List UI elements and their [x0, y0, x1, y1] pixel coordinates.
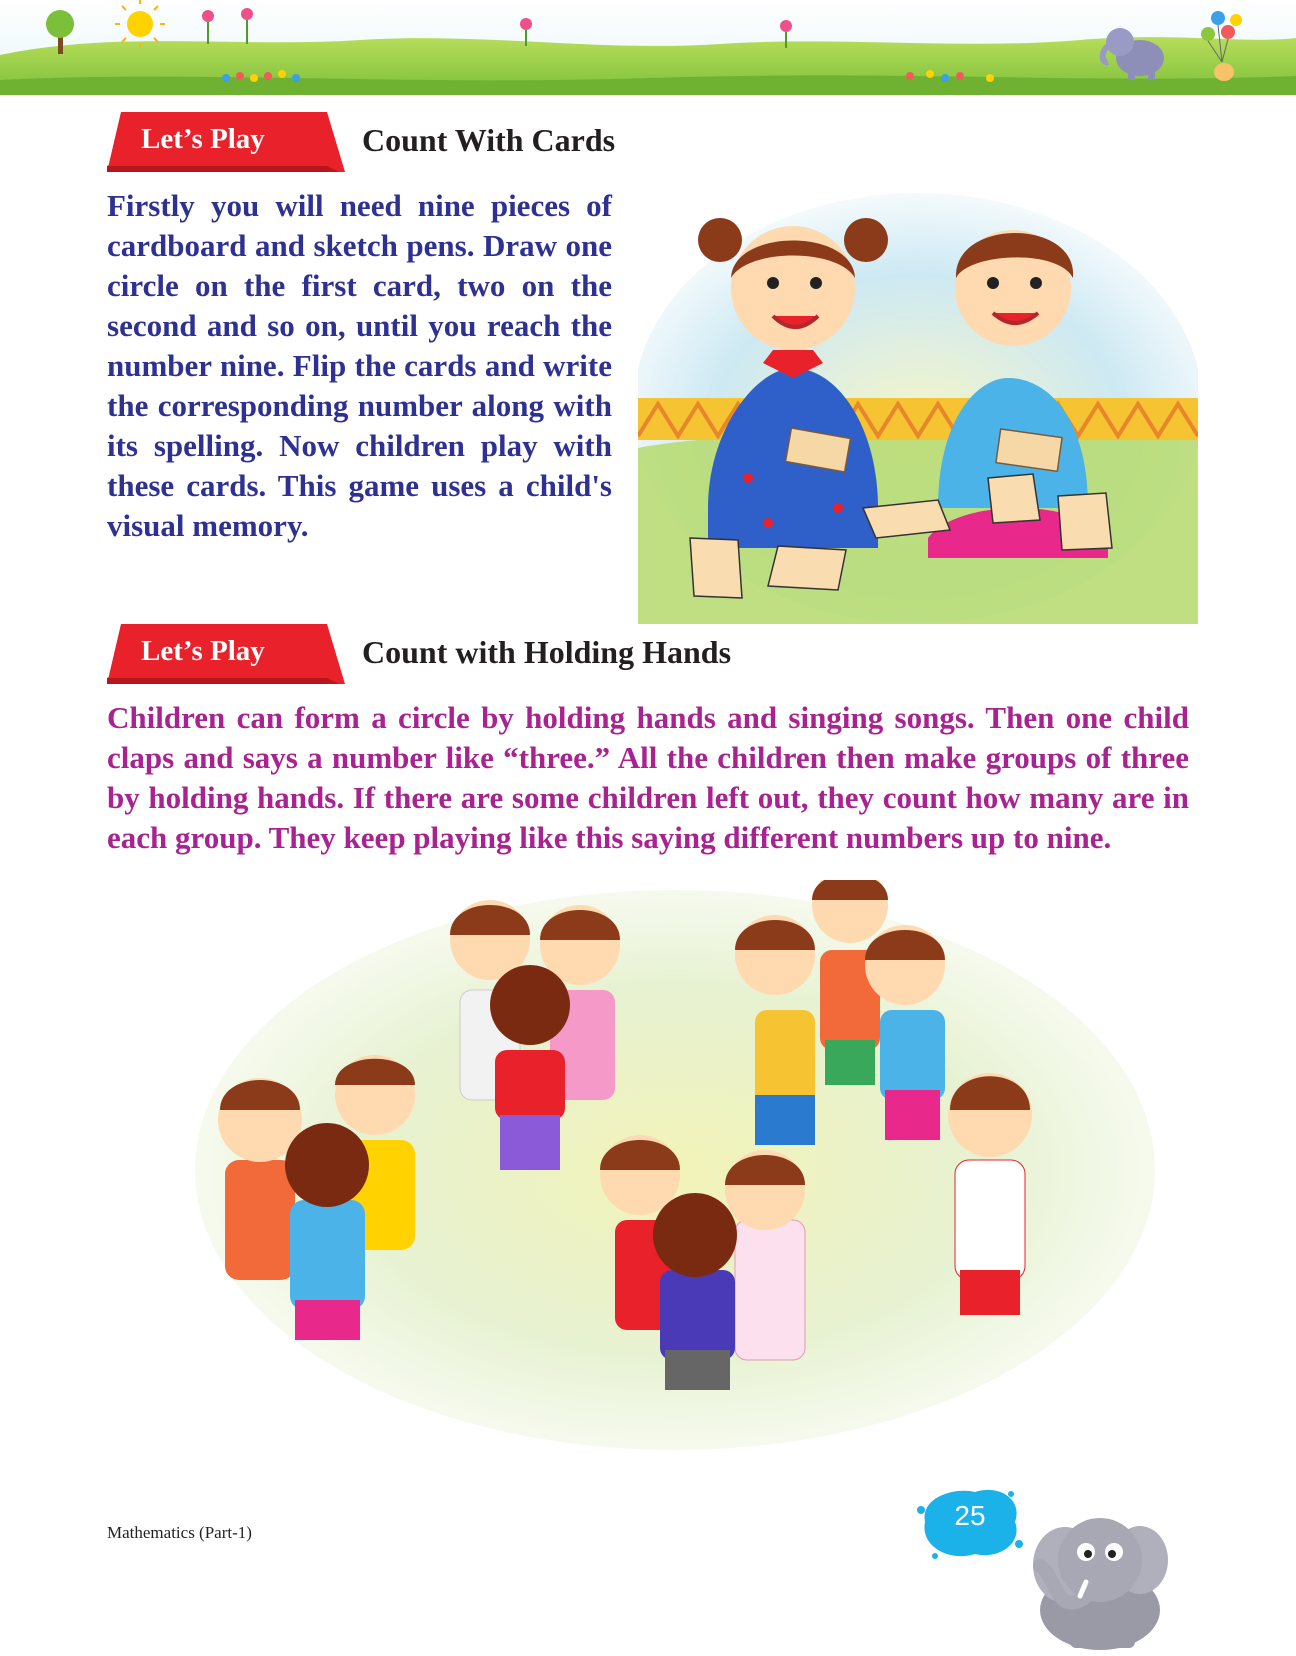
child-left-out: [948, 1073, 1032, 1315]
section-title: Count With Cards: [362, 122, 616, 158]
ribbon-label: Let’s Play: [141, 635, 265, 667]
book-title-footer: Mathematics (Part-1): [107, 1523, 252, 1542]
section-2-header: [107, 624, 1007, 688]
section-title: Count with Holding Hands: [362, 634, 732, 670]
lets-play-ribbon: [107, 112, 345, 172]
section-1-header: [107, 112, 1007, 176]
elephant-mascot-icon: [990, 1500, 1170, 1650]
section-2-paragraph: Children can form a circle by holding hands and singing songs. Then one child claps and says a number like “three.” All the children then make groups of three by holding hands. If there are some children left out, they count how many are in each group. They keep playing like this saying different numbers up to nine.: [107, 700, 1189, 855]
lets-play-ribbon: [107, 624, 345, 684]
header-banner: [0, 0, 1296, 95]
children-holding-hands-illustration: [195, 880, 1155, 1460]
ribbon-label: Let’s Play: [141, 123, 265, 155]
section-1-paragraph: Firstly you will need nine pieces of cardboard and sketch pens. Draw one circle on the first card, two on the second and so on, until you reach the number nine. Flip the cards and write the corresponding number along with its spelling. Now children play with these cards. This game uses a child's visual memory.: [107, 188, 612, 543]
page-number: 25: [954, 1500, 986, 1531]
children-with-cards-illustration: [638, 178, 1198, 624]
